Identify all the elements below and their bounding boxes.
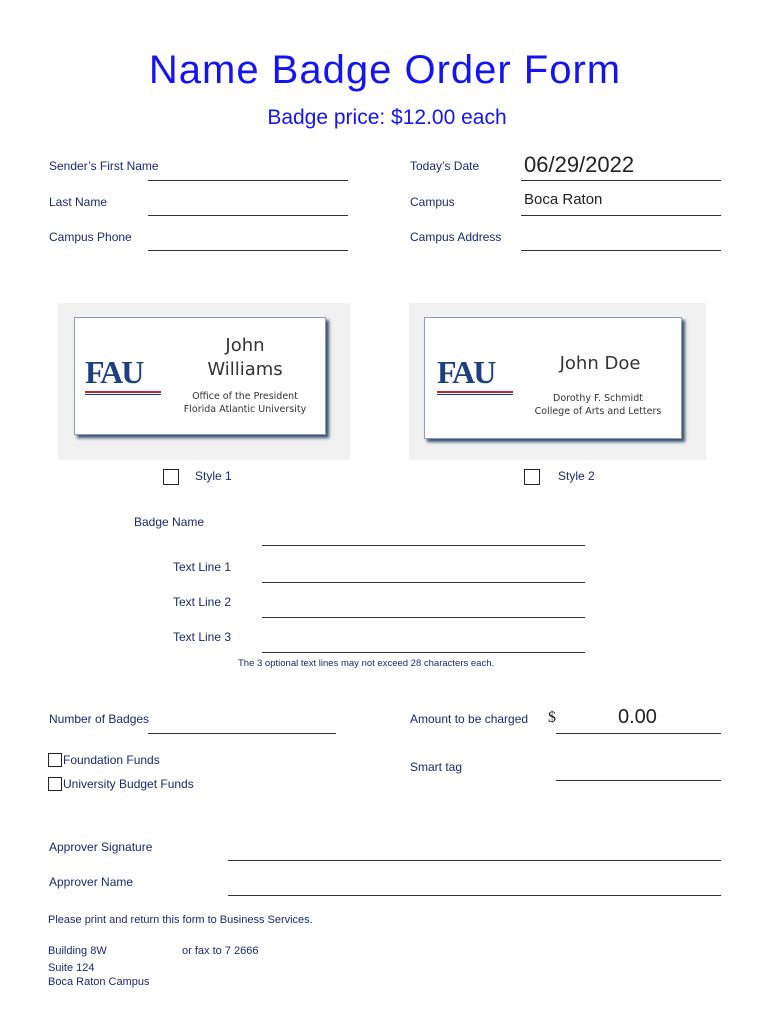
fau-logo: FAU: [85, 354, 161, 395]
badge-style1-name2: Williams: [207, 359, 283, 380]
campus-value: Boca Raton: [524, 191, 603, 208]
amount-label: Amount to be charged: [410, 712, 529, 726]
date-field[interactable]: [521, 180, 721, 181]
badge-style2-line2: College of Arts and Letters: [534, 406, 662, 417]
number-of-badges-label: Number of Badges: [49, 712, 150, 726]
fau-logo: FAU: [437, 354, 513, 395]
text-lines-note: The 3 optional text lines may not exceed 28 characters each.: [238, 658, 495, 669]
text-line1-label: Text Line 1: [173, 560, 232, 574]
badge-style1-image: [58, 303, 350, 460]
form-title: Name Badge Order Form: [148, 48, 622, 92]
style1-checkbox[interactable]: [163, 469, 179, 485]
badge-style1-line1: Office of the President: [192, 391, 298, 402]
first-name-label: Sender’s First Name: [49, 159, 159, 173]
logo-stripe: [437, 394, 513, 395]
number-of-badges-field[interactable]: [148, 733, 336, 734]
badge-name-label: Badge Name: [134, 515, 205, 529]
badge-name-field[interactable]: [262, 545, 585, 546]
text-line2-label: Text Line 2: [173, 595, 232, 609]
last-name-label: Last Name: [49, 195, 108, 209]
badge-style2-name: John Doe: [559, 353, 641, 374]
footer-building: Building 8W: [48, 945, 107, 957]
text-line2-field[interactable]: [262, 617, 585, 618]
approver-signature-field[interactable]: [228, 860, 721, 861]
badge-style2-card: [424, 317, 682, 439]
foundation-funds-label: Foundation Funds: [63, 753, 160, 767]
approver-signature-label: Approver Signature: [49, 840, 153, 854]
style2-checkbox[interactable]: [524, 469, 540, 485]
smart-tag-label: Smart tag: [410, 760, 463, 774]
campus-field[interactable]: [521, 215, 721, 216]
badge-style2-line1: Dorothy F. Schmidt: [553, 393, 643, 404]
return-instruction: Please print and return this form to Business Services.: [48, 914, 313, 926]
footer-campus: Boca Raton Campus: [48, 976, 150, 988]
badge-style1-name1: John: [225, 335, 265, 356]
smart-tag-field[interactable]: [556, 780, 721, 781]
logo-stripe: [85, 391, 161, 393]
badge-style1-line2: Florida Atlantic University: [183, 404, 307, 415]
approver-name-field[interactable]: [228, 895, 721, 896]
date-value: 06/29/2022: [524, 152, 635, 177]
campus-phone-field[interactable]: [148, 250, 348, 251]
first-name-field[interactable]: [148, 180, 348, 181]
approver-name-label: Approver Name: [49, 875, 134, 889]
footer-fax: or fax to 7 2666: [182, 945, 259, 957]
date-label: Today’s Date: [410, 159, 480, 173]
style2-label: Style 2: [558, 469, 595, 483]
text-line1-field[interactable]: [262, 582, 585, 583]
amount-value: 0.00: [618, 706, 657, 728]
text-line3-label: Text Line 3: [173, 630, 232, 644]
text-line3-field[interactable]: [262, 652, 585, 653]
university-budget-checkbox[interactable]: [48, 777, 62, 791]
foundation-funds-checkbox[interactable]: [48, 753, 62, 767]
badge-style2-image: [409, 303, 706, 460]
last-name-field[interactable]: [148, 215, 348, 216]
currency-symbol: $: [548, 709, 556, 726]
logo-stripe: [85, 394, 161, 395]
campus-address-label: Campus Address: [410, 230, 502, 244]
university-budget-label: University Budget Funds: [63, 777, 194, 791]
campus-phone-label: Campus Phone: [49, 230, 132, 244]
amount-field[interactable]: [556, 733, 721, 734]
badge-style1-card: [74, 317, 326, 435]
badge-price: Badge price: $12.00 each: [267, 106, 507, 129]
footer-suite: Suite 124: [48, 962, 95, 974]
campus-label: Campus: [410, 195, 455, 209]
campus-address-field[interactable]: [521, 250, 721, 251]
style1-label: Style 1: [195, 469, 232, 483]
logo-stripe: [437, 391, 513, 393]
